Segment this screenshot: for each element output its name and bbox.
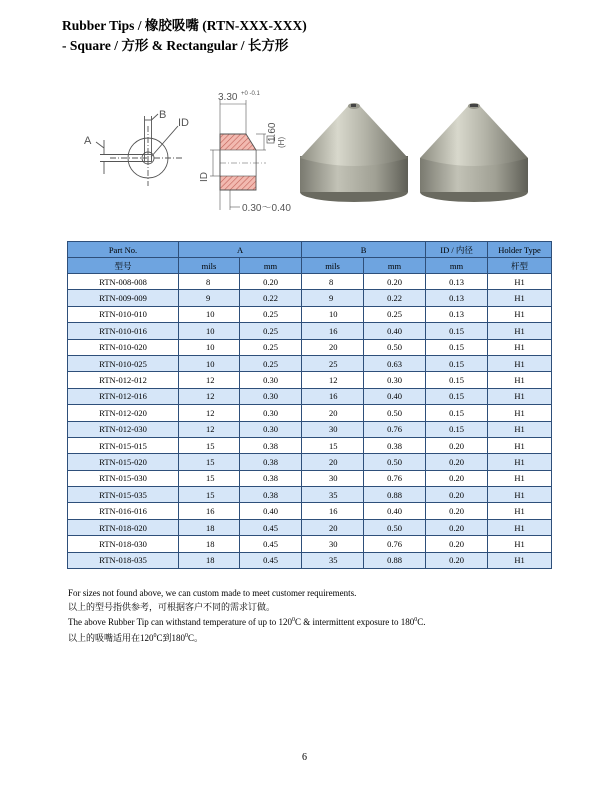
cell-a-mm: 0.38 bbox=[240, 437, 302, 453]
table-row bbox=[68, 306, 552, 322]
table-body bbox=[68, 274, 552, 569]
cell-part-no: RTN-015-015 bbox=[68, 437, 179, 453]
cell-part-no: RTN-015-020 bbox=[68, 454, 179, 470]
cell-id-mm: 0.20 bbox=[426, 519, 488, 535]
table-row bbox=[68, 519, 552, 535]
cell-a-mm: 0.30 bbox=[240, 421, 302, 437]
cell-b-mils: 20 bbox=[302, 405, 364, 421]
cell-b-mm: 0.40 bbox=[364, 323, 426, 339]
table-row bbox=[68, 552, 552, 568]
table-row bbox=[68, 290, 552, 306]
rubber-tip-photo-2 bbox=[420, 103, 528, 202]
table-row bbox=[68, 405, 552, 421]
cell-a-mils: 18 bbox=[179, 552, 240, 568]
cell-part-no: RTN-018-030 bbox=[68, 536, 179, 552]
header-a-mm: mm bbox=[240, 258, 302, 274]
cell-a-mils: 12 bbox=[179, 388, 240, 404]
dim-top: 3.30 bbox=[218, 92, 238, 103]
header-b-mm: mm bbox=[364, 258, 426, 274]
header-a: A bbox=[179, 242, 302, 258]
cell-id-mm: 0.15 bbox=[426, 323, 488, 339]
header-id-mm: mm bbox=[426, 258, 488, 274]
cell-holder-type: H1 bbox=[488, 306, 552, 322]
cell-holder-type: H1 bbox=[488, 536, 552, 552]
cell-b-mm: 0.50 bbox=[364, 339, 426, 355]
cell-part-no: RTN-016-016 bbox=[68, 503, 179, 519]
cell-a-mm: 0.22 bbox=[240, 290, 302, 306]
cell-a-mils: 10 bbox=[179, 355, 240, 371]
cell-id-mm: 0.15 bbox=[426, 388, 488, 404]
page-number: 6 bbox=[302, 752, 307, 763]
cell-b-mils: 30 bbox=[302, 470, 364, 486]
cell-id-mm: 0.20 bbox=[426, 454, 488, 470]
cell-b-mils: 30 bbox=[302, 536, 364, 552]
header-b: B bbox=[302, 242, 426, 258]
cell-b-mils: 9 bbox=[302, 290, 364, 306]
cell-b-mils: 8 bbox=[302, 274, 364, 290]
degree-symbol: 0 bbox=[153, 632, 157, 639]
cell-part-no: RTN-010-025 bbox=[68, 355, 179, 371]
header-id: ID / 内径 bbox=[426, 242, 488, 258]
cell-part-no: RTN-010-016 bbox=[68, 323, 179, 339]
cell-part-no: RTN-018-020 bbox=[68, 519, 179, 535]
page-title: Rubber Tips / 橡胶吸嘴 (RTN-XXX-XXX) bbox=[62, 18, 307, 33]
cell-id-mm: 0.20 bbox=[426, 487, 488, 503]
cell-a-mils: 10 bbox=[179, 339, 240, 355]
cell-b-mils: 25 bbox=[302, 355, 364, 371]
cell-part-no: RTN-009-009 bbox=[68, 290, 179, 306]
note-temp-cn-part2: C到180 bbox=[156, 632, 186, 643]
cell-b-mm: 0.76 bbox=[364, 536, 426, 552]
cell-b-mm: 0.88 bbox=[364, 487, 426, 503]
dim-top-tolerance: +0 -0.1 bbox=[241, 91, 260, 97]
cell-a-mm: 0.38 bbox=[240, 487, 302, 503]
cell-b-mm: 0.63 bbox=[364, 355, 426, 371]
cell-holder-type: H1 bbox=[488, 519, 552, 535]
cell-a-mils: 16 bbox=[179, 503, 240, 519]
degree-symbol: 0 bbox=[414, 617, 418, 624]
note-temp-en-part1: The above Rubber Tip can withstand temperature of up to 120 bbox=[68, 617, 292, 628]
note-custom-en: For sizes not found above, we can custom made to meet customer requirements. bbox=[68, 588, 357, 598]
header-part-no: Part No. bbox=[68, 242, 179, 258]
note-temp-cn-part1: 以上的吸嘴适用在120 bbox=[68, 632, 154, 643]
cell-b-mm: 0.50 bbox=[364, 405, 426, 421]
cell-a-mm: 0.25 bbox=[240, 323, 302, 339]
dim-height: 1.60 bbox=[267, 122, 278, 142]
cell-a-mm: 0.25 bbox=[240, 339, 302, 355]
cell-b-mm: 0.88 bbox=[364, 552, 426, 568]
cell-id-mm: 0.15 bbox=[426, 405, 488, 421]
header-holder-type: Holder Type bbox=[488, 242, 552, 258]
note-custom-cn: 以上的型号指供参考，可根据客户不同的需求订做。 bbox=[68, 601, 276, 612]
degree-symbol: 0 bbox=[291, 617, 295, 624]
table-row bbox=[68, 323, 552, 339]
cell-holder-type: H1 bbox=[488, 405, 552, 421]
cell-holder-type: H1 bbox=[488, 339, 552, 355]
cell-b-mils: 35 bbox=[302, 487, 364, 503]
cell-id-mm: 0.20 bbox=[426, 470, 488, 486]
cell-a-mm: 0.38 bbox=[240, 454, 302, 470]
cell-part-no: RTN-008-008 bbox=[68, 274, 179, 290]
cell-id-mm: 0.13 bbox=[426, 274, 488, 290]
page-subtitle: - Square / 方形 & Rectangular / 长方形 bbox=[62, 38, 289, 53]
cell-holder-type: H1 bbox=[488, 487, 552, 503]
cell-a-mils: 10 bbox=[179, 306, 240, 322]
cell-holder-type: H1 bbox=[488, 388, 552, 404]
header-holder-type-cn: 杆型 bbox=[488, 258, 552, 274]
cell-a-mils: 12 bbox=[179, 421, 240, 437]
cell-id-mm: 0.13 bbox=[426, 306, 488, 322]
table-row bbox=[68, 339, 552, 355]
specification-table bbox=[67, 241, 552, 569]
cell-b-mils: 20 bbox=[302, 454, 364, 470]
table-row bbox=[68, 487, 552, 503]
table-row bbox=[68, 470, 552, 486]
cell-a-mm: 0.25 bbox=[240, 355, 302, 371]
cell-b-mils: 35 bbox=[302, 552, 364, 568]
cell-a-mils: 10 bbox=[179, 323, 240, 339]
label-id-side: ID bbox=[199, 172, 210, 182]
cell-a-mm: 0.30 bbox=[240, 388, 302, 404]
cell-holder-type: H1 bbox=[488, 503, 552, 519]
cell-a-mils: 15 bbox=[179, 487, 240, 503]
cell-b-mils: 15 bbox=[302, 437, 364, 453]
cell-a-mils: 12 bbox=[179, 372, 240, 388]
table-row bbox=[68, 274, 552, 290]
cell-b-mils: 10 bbox=[302, 306, 364, 322]
cell-part-no: RTN-018-035 bbox=[68, 552, 179, 568]
cell-b-mm: 0.50 bbox=[364, 454, 426, 470]
cell-a-mm: 0.30 bbox=[240, 372, 302, 388]
cell-a-mm: 0.20 bbox=[240, 274, 302, 290]
table-row bbox=[68, 421, 552, 437]
header-b-mils: mils bbox=[302, 258, 364, 274]
cell-holder-type: H1 bbox=[488, 437, 552, 453]
cell-id-mm: 0.15 bbox=[426, 372, 488, 388]
cell-b-mils: 30 bbox=[302, 421, 364, 437]
cell-holder-type: H1 bbox=[488, 372, 552, 388]
cell-id-mm: 0.13 bbox=[426, 290, 488, 306]
cell-holder-type: H1 bbox=[488, 355, 552, 371]
cell-a-mm: 0.40 bbox=[240, 503, 302, 519]
cell-b-mm: 0.38 bbox=[364, 437, 426, 453]
cell-a-mils: 15 bbox=[179, 454, 240, 470]
rubber-tip-photo-1 bbox=[300, 103, 408, 202]
cell-a-mils: 15 bbox=[179, 437, 240, 453]
dim-height-paren: (H) bbox=[277, 136, 286, 148]
cell-b-mm: 0.25 bbox=[364, 306, 426, 322]
cell-a-mils: 9 bbox=[179, 290, 240, 306]
cell-part-no: RTN-010-010 bbox=[68, 306, 179, 322]
cell-holder-type: H1 bbox=[488, 274, 552, 290]
note-temp-en-part3: C. bbox=[417, 617, 426, 628]
cell-id-mm: 0.20 bbox=[426, 552, 488, 568]
cell-id-mm: 0.20 bbox=[426, 437, 488, 453]
note-temp-cn-part3: C。 bbox=[188, 632, 204, 643]
label-a: A bbox=[84, 135, 92, 147]
cell-b-mm: 0.76 bbox=[364, 421, 426, 437]
cell-b-mils: 16 bbox=[302, 388, 364, 404]
cell-part-no: RTN-012-012 bbox=[68, 372, 179, 388]
cell-a-mils: 18 bbox=[179, 536, 240, 552]
cell-holder-type: H1 bbox=[488, 470, 552, 486]
cell-id-mm: 0.15 bbox=[426, 421, 488, 437]
cell-b-mils: 20 bbox=[302, 339, 364, 355]
cell-a-mm: 0.25 bbox=[240, 306, 302, 322]
cell-b-mils: 20 bbox=[302, 519, 364, 535]
cell-b-mm: 0.50 bbox=[364, 519, 426, 535]
table-row bbox=[68, 388, 552, 404]
cell-b-mils: 16 bbox=[302, 503, 364, 519]
cell-part-no: RTN-010-020 bbox=[68, 339, 179, 355]
cell-a-mm: 0.38 bbox=[240, 470, 302, 486]
product-drawing bbox=[70, 78, 550, 223]
table-row bbox=[68, 372, 552, 388]
table-row bbox=[68, 503, 552, 519]
note-temperature-cn bbox=[68, 630, 425, 646]
header-part-no-cn: 型号 bbox=[68, 258, 179, 274]
top-view bbox=[96, 114, 182, 186]
table-row bbox=[68, 536, 552, 552]
cell-id-mm: 0.15 bbox=[426, 339, 488, 355]
cell-a-mils: 12 bbox=[179, 405, 240, 421]
cell-b-mils: 12 bbox=[302, 372, 364, 388]
cell-holder-type: H1 bbox=[488, 421, 552, 437]
cell-b-mm: 0.76 bbox=[364, 470, 426, 486]
cell-part-no: RTN-012-030 bbox=[68, 421, 179, 437]
degree-symbol: 0 bbox=[185, 632, 189, 639]
cell-holder-type: H1 bbox=[488, 290, 552, 306]
note-temperature-en bbox=[68, 614, 425, 630]
cell-holder-type: H1 bbox=[488, 323, 552, 339]
cell-a-mm: 0.30 bbox=[240, 405, 302, 421]
table-row bbox=[68, 454, 552, 470]
cell-b-mm: 0.20 bbox=[364, 274, 426, 290]
cell-part-no: RTN-015-030 bbox=[68, 470, 179, 486]
label-b: B bbox=[159, 109, 167, 121]
cell-holder-type: H1 bbox=[488, 454, 552, 470]
cell-a-mils: 18 bbox=[179, 519, 240, 535]
section-view bbox=[210, 100, 266, 210]
header-a-mils: mils bbox=[179, 258, 240, 274]
cell-part-no: RTN-015-035 bbox=[68, 487, 179, 503]
cell-b-mm: 0.30 bbox=[364, 372, 426, 388]
cell-id-mm: 0.15 bbox=[426, 355, 488, 371]
cell-a-mm: 0.45 bbox=[240, 536, 302, 552]
cell-a-mils: 8 bbox=[179, 274, 240, 290]
cell-a-mils: 15 bbox=[179, 470, 240, 486]
cell-b-mils: 16 bbox=[302, 323, 364, 339]
cell-b-mm: 0.22 bbox=[364, 290, 426, 306]
cell-part-no: RTN-012-016 bbox=[68, 388, 179, 404]
cell-id-mm: 0.20 bbox=[426, 503, 488, 519]
table-row bbox=[68, 355, 552, 371]
note-temp-en-part2: C & intermittent exposure to 180 bbox=[294, 617, 415, 628]
table-row bbox=[68, 437, 552, 453]
cell-part-no: RTN-012-020 bbox=[68, 405, 179, 421]
dim-bottom: 0.30～0.40 bbox=[242, 203, 291, 214]
cell-a-mm: 0.45 bbox=[240, 552, 302, 568]
cell-holder-type: H1 bbox=[488, 552, 552, 568]
notes bbox=[68, 587, 425, 645]
label-id: ID bbox=[178, 117, 189, 129]
cell-b-mm: 0.40 bbox=[364, 503, 426, 519]
cell-a-mm: 0.45 bbox=[240, 519, 302, 535]
cell-b-mm: 0.40 bbox=[364, 388, 426, 404]
cell-id-mm: 0.20 bbox=[426, 536, 488, 552]
